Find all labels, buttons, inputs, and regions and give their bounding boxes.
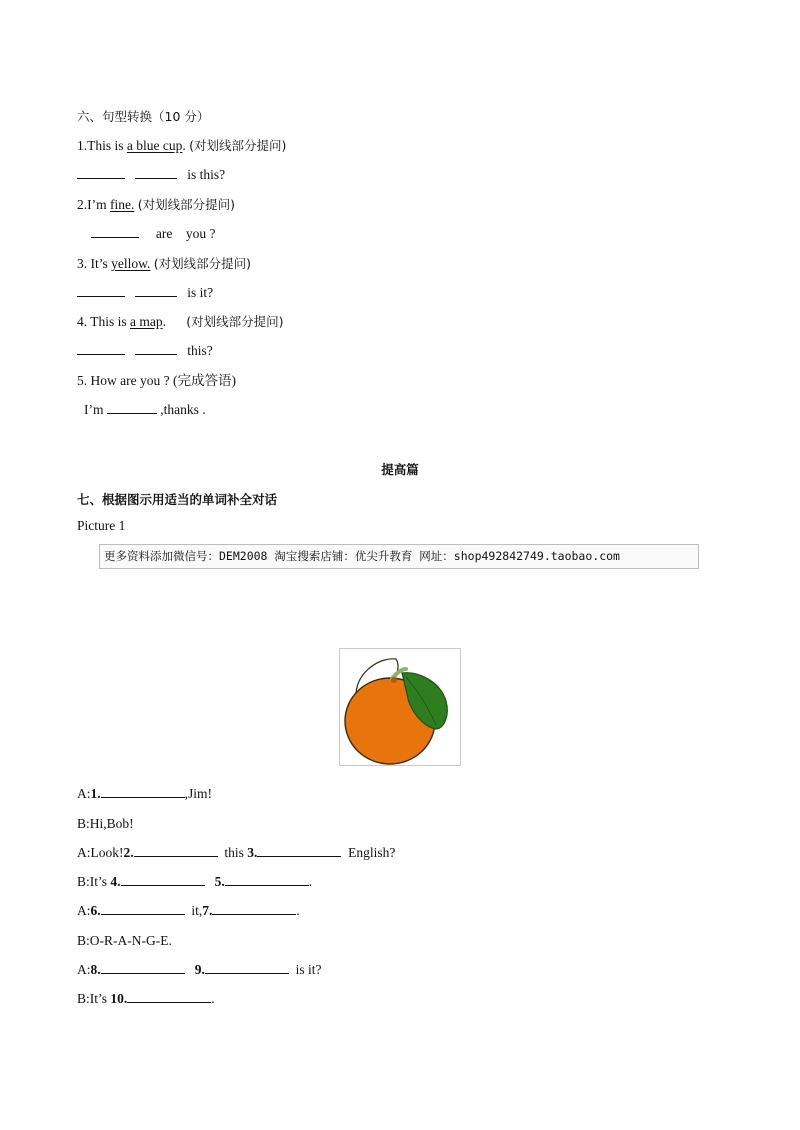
- dialog-blank[interactable]: [134, 844, 218, 857]
- promo-banner: 更多资料添加微信号：DEM2008 淘宝搜索店铺：优尖升教育 网址：shop492842749.taobao.com: [99, 544, 699, 569]
- dialog-blank[interactable]: [127, 990, 211, 1003]
- dialog-line-8: B:It’s 10. .: [77, 991, 215, 1006]
- instruction-note: (对划线部分提问): [137, 197, 236, 212]
- section7-heading: 七、根据图示用适当的单词补全对话: [77, 492, 278, 507]
- answer-1: is this?: [77, 166, 225, 184]
- question-5: 5. How are you ? (完成答语): [77, 373, 236, 388]
- dialog-line-1: A:1. ,Jim!: [77, 786, 213, 801]
- underlined-phrase: fine.: [110, 197, 135, 212]
- dialog-line-2: B:Hi,Bob!: [77, 816, 134, 831]
- dialog-line-4: B:It’s 4. 5. .: [77, 874, 313, 889]
- answer-blank[interactable]: [107, 401, 157, 414]
- answer-blank[interactable]: [135, 342, 177, 355]
- dialog-line-3: A:Look!2. this 3. English?: [77, 845, 396, 860]
- dialog-blank[interactable]: [101, 961, 185, 974]
- answer-blank[interactable]: [77, 342, 125, 355]
- section6-heading: 六、句型转换（10 分）: [77, 109, 210, 124]
- instruction-note: (对划线部分提问): [153, 256, 252, 271]
- dialog-blank[interactable]: [121, 873, 205, 886]
- answer-4: this?: [77, 342, 213, 360]
- dialog-blank[interactable]: [225, 873, 309, 886]
- advanced-title: 提高篇: [381, 462, 419, 477]
- answer-3: is it?: [77, 284, 213, 302]
- answer-blank[interactable]: [91, 225, 139, 238]
- dialog-blank[interactable]: [101, 902, 185, 915]
- dialog-blank[interactable]: [212, 902, 296, 915]
- underlined-phrase: yellow.: [111, 256, 151, 271]
- answer-blank[interactable]: [135, 166, 177, 179]
- answer-blank[interactable]: [77, 284, 125, 297]
- dialog-blank[interactable]: [205, 961, 289, 974]
- answer-5: I’m ,thanks .: [84, 402, 206, 417]
- orange-fruit-icon: [339, 648, 461, 766]
- underlined-phrase: a blue cup: [126, 138, 183, 153]
- underlined-phrase: a map: [130, 314, 163, 329]
- picture-label: Picture 1: [77, 518, 126, 533]
- answer-2: are you ?: [91, 225, 215, 243]
- answer-blank[interactable]: [135, 284, 177, 297]
- dialog-line-7: A:8. 9. is it?: [77, 962, 322, 977]
- question-3: 3. It’s yellow. (对划线部分提问): [77, 256, 252, 271]
- question-4: 4. This is a map. (对划线部分提问): [77, 314, 284, 329]
- dialog-line-6: B:O-R-A-N-G-E.: [77, 933, 172, 948]
- dialog-blank[interactable]: [101, 785, 185, 798]
- question-1: 1.This is a blue cup. (对划线部分提问): [77, 138, 287, 153]
- instruction-note: (对划线部分提问): [186, 314, 284, 329]
- dialog-blank[interactable]: [257, 844, 341, 857]
- answer-blank[interactable]: [77, 166, 125, 179]
- question-2: 2.I’m fine. (对划线部分提问): [77, 197, 236, 212]
- dialog-line-5: A:6. it,7. .: [77, 903, 300, 918]
- instruction-note: (对划线部分提问): [189, 138, 287, 153]
